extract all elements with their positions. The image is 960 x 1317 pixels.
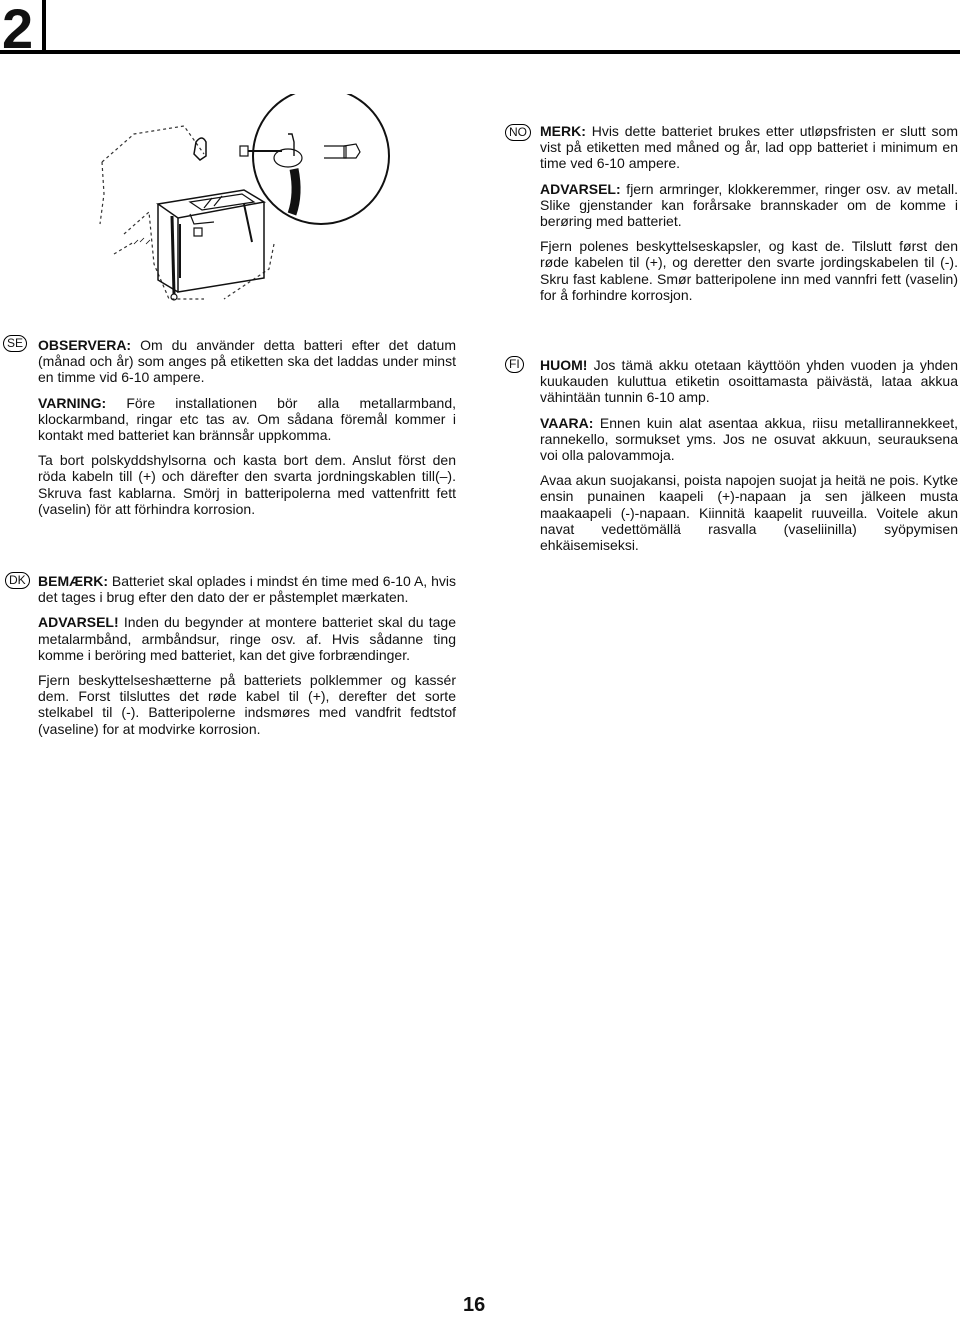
se-note-label: OBSERVERA: [38,337,132,353]
lang-badge-dk: DK [5,572,30,589]
page-number: 16 [463,1294,486,1316]
fi-warning [540,415,958,464]
fi-note-text: Jos tämä akku otetaan käyttöön yhden vuoden ja yhden kuukauden kuluttua etiketin osoittamasta päivästä, lataa akkua vähintään tunnin 6-10 amp. [540,357,958,406]
battery-installation-illustration [94,94,494,314]
se-note [38,337,456,386]
no-note-label: MERK: [540,123,586,139]
header-divider [42,0,46,50]
dk-note-label: BEMÆRK: [38,573,108,589]
se-warning-text: Före installationen bör alla metallarmband, klockarmband, ringar etc tas av. Om sådana föremål kommer i kontakt med batteriet kan brännsår uppkomma. [38,394,456,444]
dk-instructions: Fjern beskyttelseshætterne på batteriets polklemmer og kassér dem. Forst tilsluttes det røde kabel til (+), derefter det sorte stelkabel til (-). Batteripolerne indsmøres med vandfrit fedtstof (vaseline) for at modvirke korrosion. [38,672,456,737]
se-note-text: Om du använder detta batteri efter det datum (månad och år) som anges på etiketten ska det laddas under minst en timme vid 6-10 ampere. [38,337,456,386]
dk-note-text: Batteriet skal oplades i mindst én time med 6-10 A, hvis det tages i brug efter den dato der er påstemplet mærkaten. [38,573,456,606]
no-note-text: Hvis dette batteriet brukes etter utløpsfristen er slutt som vist på etiketten med måned og år, lad opp batteriet i minimum en time ved 6-10 ampere. [540,123,958,172]
dk-warning [38,614,456,663]
no-warning [540,181,958,230]
se-instructions: Ta bort polskyddshylsorna och kasta bort dem. Anslut först den röda kabeln till (+) och därefter den svarta jordningskablen till(–). Skruva fast kablarna. Smörj in batteripolerna med vattenfritt fett (vaselin) för att förhindra korrosion. [38,452,456,517]
se-warning-label: VARNING: [38,394,107,411]
dk-warning-text: Inden du begynder at montere batteriet skal du tage metalarmbånd, armbåndsur, ringe osv. af. Hvis sådanne ting komme i beröring med batteriet, kan det give forbrændinger. [38,614,456,663]
se-warning [38,395,456,444]
no-warning-label: ADVARSEL: [540,180,621,197]
lang-badge-fi: FI [505,356,524,373]
fi-instructions: Avaa akun suojakansi, poista napojen suojat ja heitä ne pois. Kytke ensin punainen kaapeli (+)-napaan ja sen jälkeen musta maakaapeli (-)-napaan. Kiinnitä kaapelit ruuveilla. Voitele akun navat vedettömällä rasvalla (vaseliinilla) syöpymisen ehkäisemiseksi. [540,472,958,554]
fi-note-label: HUOM! [540,357,588,373]
no-note [540,123,958,172]
no-instructions: Fjern polenes beskyttelseskapsler, og kast de. Tilslutt først den røde kabelen til (+), og deretter den svarte jordingskabelen til (-). Skru fast kablene. Smør batteripolene inn med vannfri fett (vaselin) for å forhindre korrosjon. [540,238,958,303]
section-dk [38,573,456,746]
fi-warning-text: Ennen kuin alat asentaa akkua, riisu metallirannekkeet, rannekello, sormukset yms. Jos ne osuvat akkuun, seurauksena voi olla palovammoja. [540,414,958,464]
no-warning-text: fjern armringer, klokkeremmer, ringer osv. av metall. Slike gjenstander kan forårsake brannskader om de komme i berøring med batteriet. [540,180,958,230]
section-se [38,337,456,526]
page-header [0,0,960,60]
dk-warning-label: ADVARSEL! [38,614,119,631]
fi-warning-label: VAARA: [540,414,594,431]
lang-badge-se: SE [3,335,27,352]
fi-note [540,357,958,406]
chapter-number: 2 [2,0,32,60]
dk-note [38,573,456,605]
section-fi [540,357,958,562]
lang-badge-no: NO [505,124,531,141]
section-no [540,123,958,312]
